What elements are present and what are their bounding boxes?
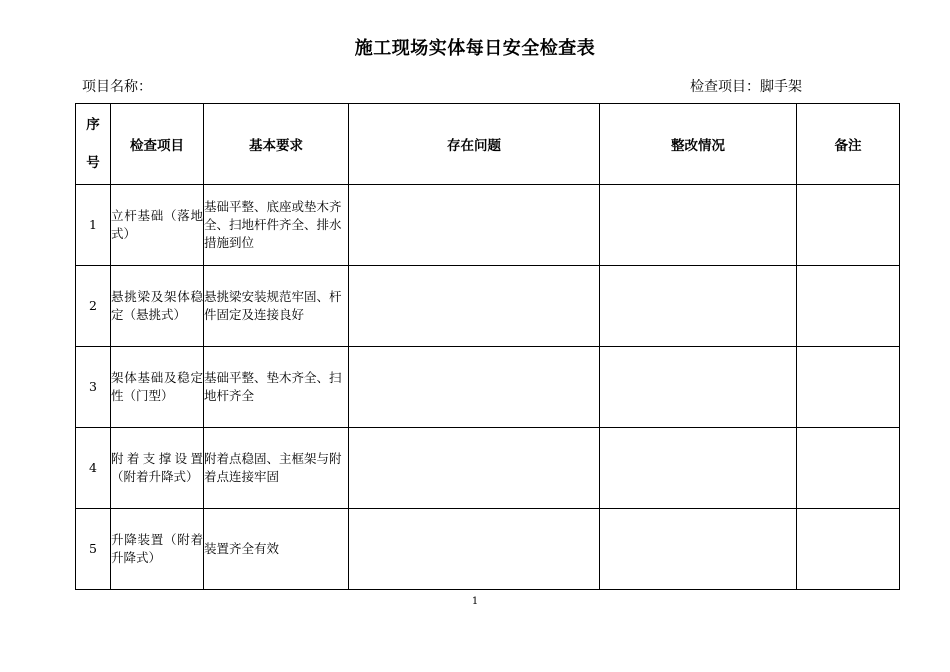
row-number: 5 (76, 509, 111, 590)
row-item: 悬挑梁及架体稳定（悬挑式） (111, 266, 204, 347)
row-requirement: 基础平整、垫木齐全、扫地杆齐全 (204, 347, 349, 428)
row-issues-cell[interactable] (349, 266, 600, 347)
header-remarks: 备注 (797, 104, 900, 185)
row-remarks-cell[interactable] (797, 266, 900, 347)
row-requirement: 附着点稳固、主框架与附着点连接牢固 (204, 428, 349, 509)
row-number: 3 (76, 347, 111, 428)
header-no-line1: 序 (86, 117, 100, 133)
inspection-table (75, 103, 900, 590)
inspection-item-label: 检查项目：脚手架 (690, 79, 802, 95)
header-no (76, 104, 111, 185)
header-issues: 存在问题 (349, 104, 600, 185)
row-item: 立杆基础（落地式） (111, 185, 204, 266)
table-row (76, 347, 900, 428)
table-row (76, 509, 900, 590)
row-remarks-cell[interactable] (797, 428, 900, 509)
row-remarks-cell[interactable] (797, 185, 900, 266)
row-issues-cell[interactable] (349, 509, 600, 590)
row-requirement: 悬挑梁安装规范牢固、杆件固定及连接良好 (204, 266, 349, 347)
header-item: 检查项目 (111, 104, 204, 185)
row-remarks-cell[interactable] (797, 347, 900, 428)
row-issues-cell[interactable] (349, 428, 600, 509)
header-rectification: 整改情况 (600, 104, 797, 185)
project-name-label: 项目名称： (82, 79, 152, 95)
row-number: 1 (76, 185, 111, 266)
row-item: 附着支撑设置（附着升降式） (111, 428, 204, 509)
header-requirement: 基本要求 (204, 104, 349, 185)
row-rectification-cell[interactable] (600, 347, 797, 428)
row-item: 架体基础及稳定性（门型） (111, 347, 204, 428)
page-title: 施工现场实体每日安全检查表 (354, 38, 596, 59)
row-number: 2 (76, 266, 111, 347)
page-number: 1 (471, 596, 479, 607)
row-number: 4 (76, 428, 111, 509)
row-requirement: 装置齐全有效 (204, 509, 349, 590)
header-no-line2: 号 (86, 155, 100, 171)
row-item: 升降装置（附着升降式） (111, 509, 204, 590)
row-rectification-cell[interactable] (600, 185, 797, 266)
row-issues-cell[interactable] (349, 347, 600, 428)
row-rectification-cell[interactable] (600, 266, 797, 347)
row-remarks-cell[interactable] (797, 509, 900, 590)
table-header-row (76, 104, 900, 185)
row-issues-cell[interactable] (349, 185, 600, 266)
table-row (76, 428, 900, 509)
table-row (76, 266, 900, 347)
table-row (76, 185, 900, 266)
row-rectification-cell[interactable] (600, 428, 797, 509)
row-requirement: 基础平整、底座或垫木齐全、扫地杆件齐全、排水措施到位 (204, 185, 349, 266)
row-rectification-cell[interactable] (600, 509, 797, 590)
